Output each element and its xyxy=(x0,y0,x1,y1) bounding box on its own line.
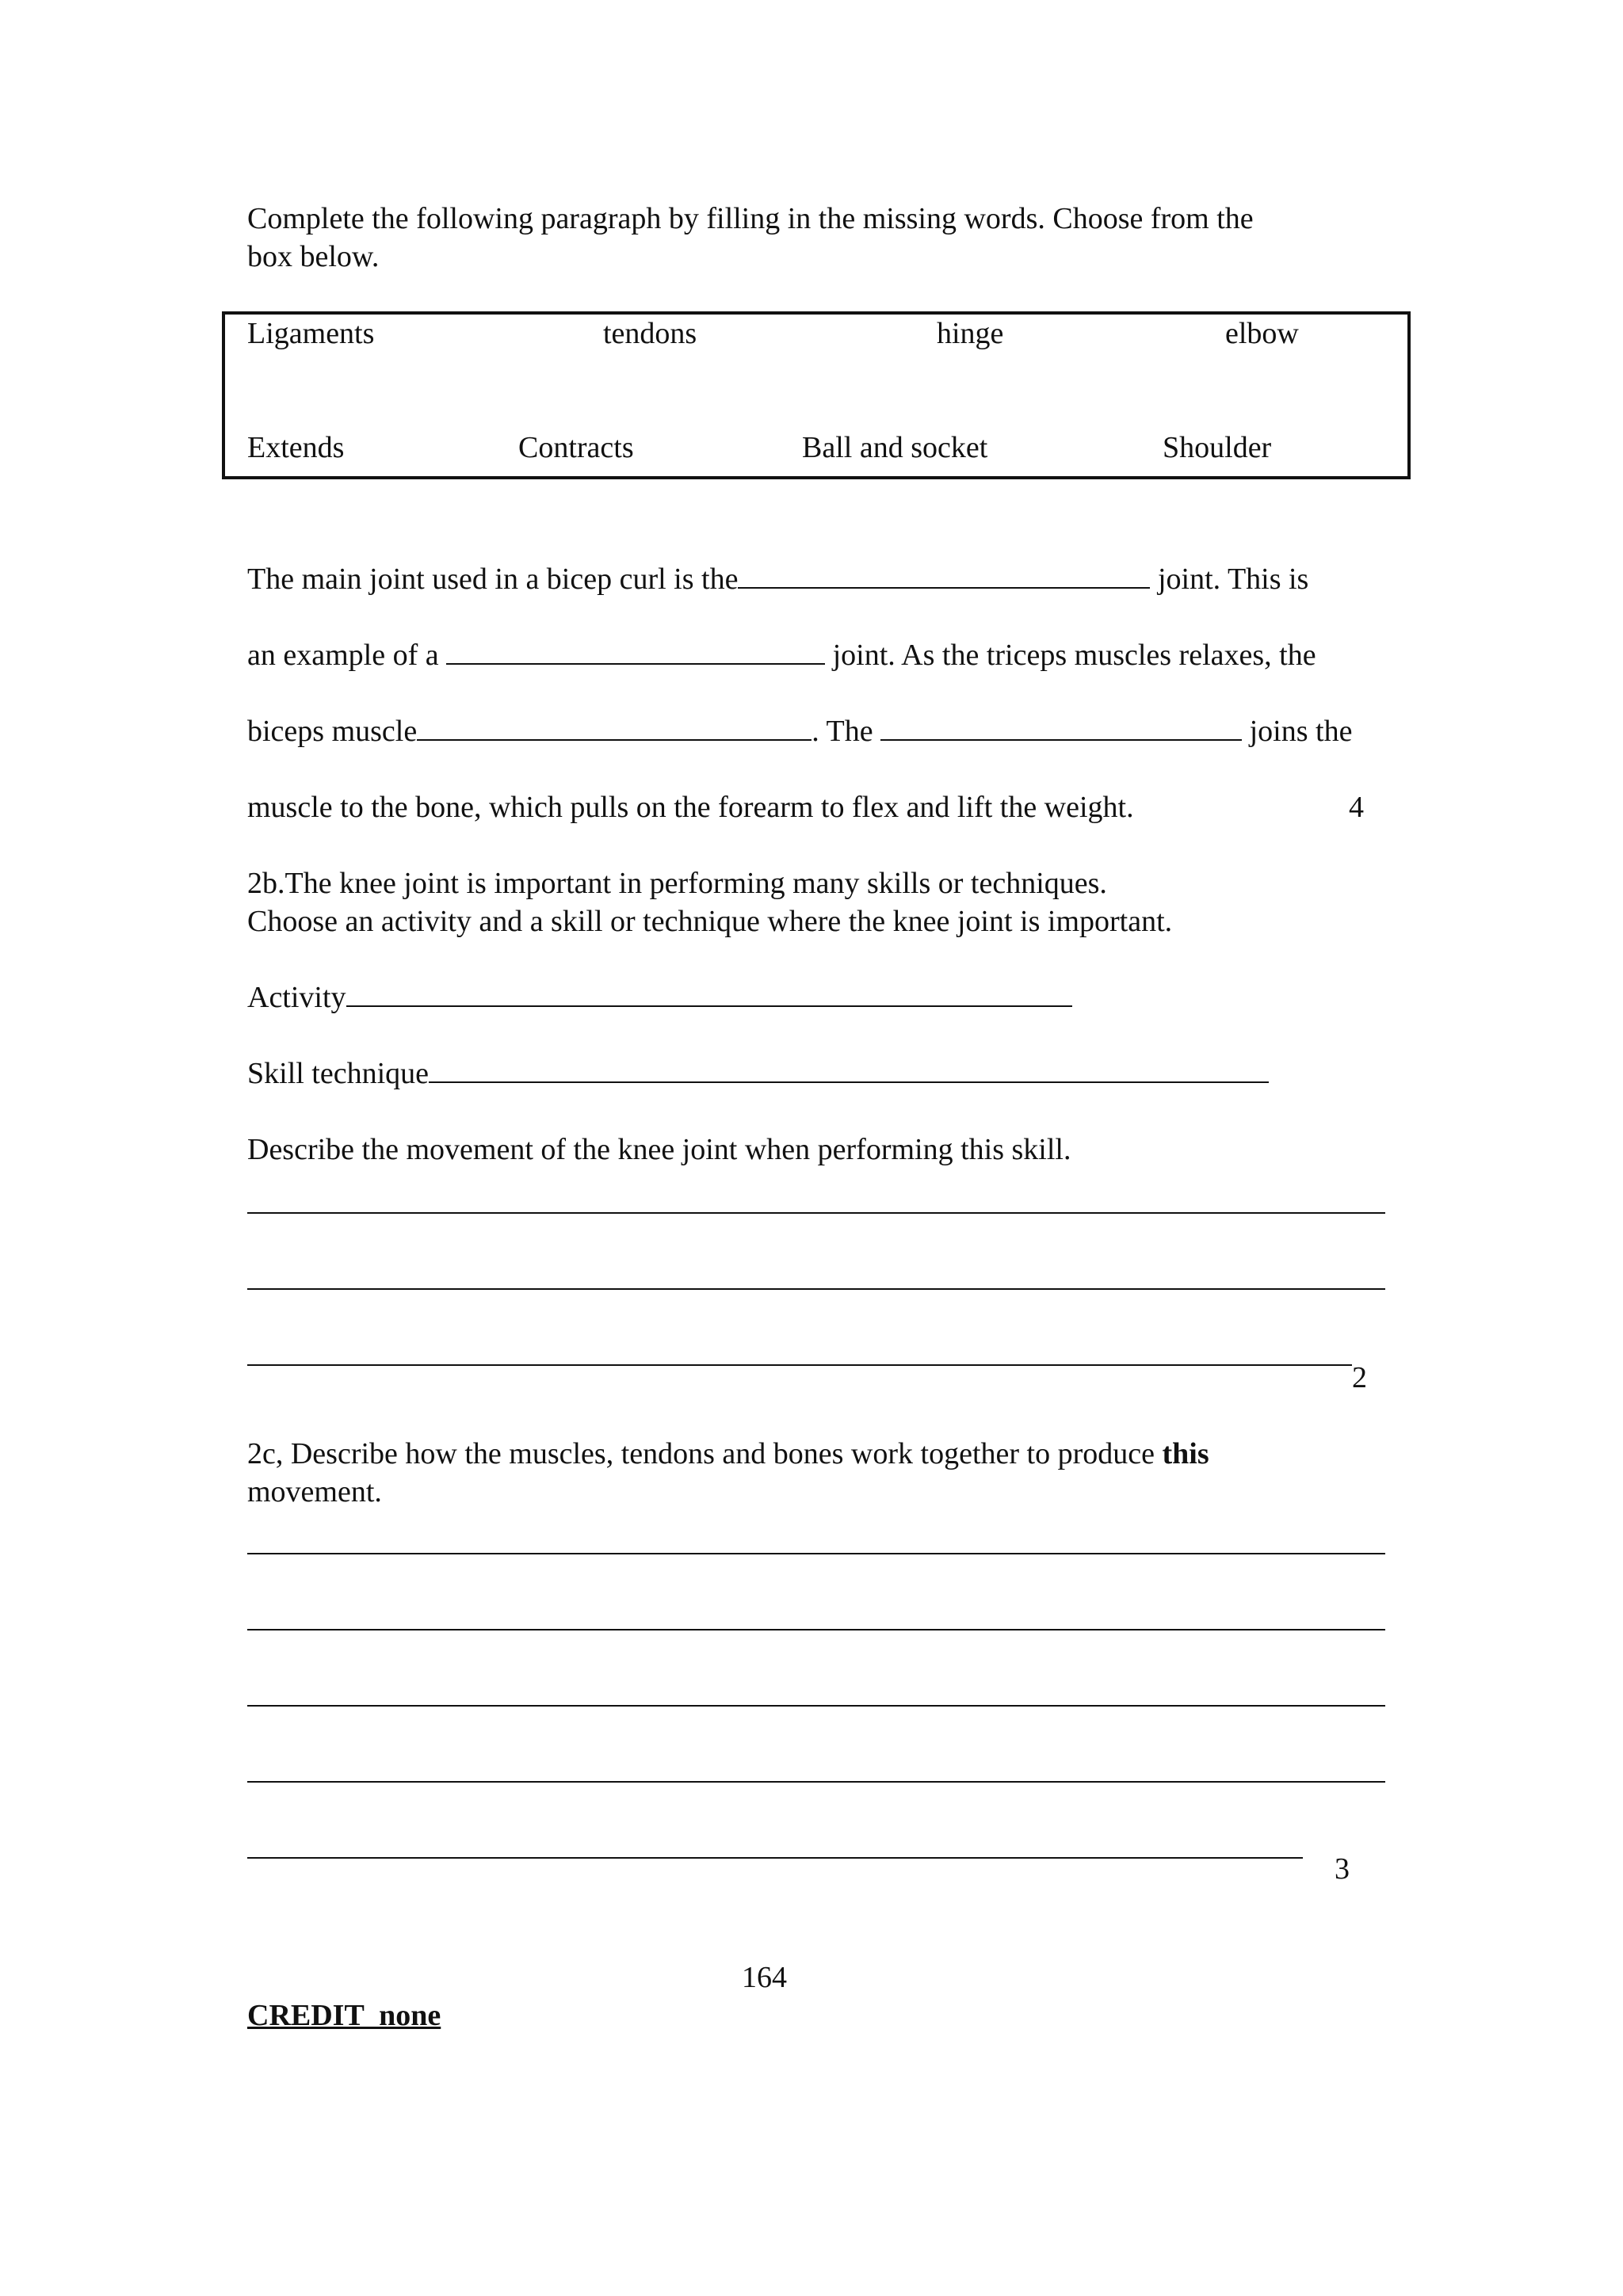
word-bank-box xyxy=(222,311,1411,479)
marks-2b: 2 xyxy=(1352,1361,1367,1394)
intro-line-2: box below. xyxy=(247,240,380,273)
intro-line-1: Complete the following paragraph by filling in the missing words. Choose from the xyxy=(247,202,1254,235)
word-tendons: tendons xyxy=(603,317,697,350)
word-elbow: elbow xyxy=(1225,317,1299,350)
q2b-describe: Describe the movement of the knee joint when performing this skill. xyxy=(247,1133,1071,1166)
word-contracts: Contracts xyxy=(518,431,634,464)
marks-2a: 4 xyxy=(1349,791,1364,824)
credit-label: CREDIT none xyxy=(247,1999,441,2032)
q2c-line-2: movement. xyxy=(247,1475,382,1508)
skill-answer-field[interactable] xyxy=(429,1055,1269,1083)
q2b-line-2: Choose an activity and a skill or technique where the knee joint is important. xyxy=(247,905,1173,938)
answer-line-2b-3[interactable] xyxy=(247,1364,1352,1366)
paragraph-line-2 xyxy=(247,636,1316,674)
page-number: 164 xyxy=(742,1961,787,1994)
blank-biceps-action[interactable] xyxy=(417,712,812,741)
word-shoulder: Shoulder xyxy=(1163,431,1272,464)
answer-line-2c-1[interactable] xyxy=(247,1553,1385,1554)
q2c-line-1 xyxy=(247,1435,1209,1473)
paragraph-text: joint. This is xyxy=(1150,563,1309,596)
blank-joint-name[interactable] xyxy=(738,560,1150,589)
q2c-bold-word: this xyxy=(1162,1437,1209,1470)
paragraph-text: an example of a xyxy=(247,639,447,672)
answer-line-2b-1[interactable] xyxy=(247,1212,1385,1214)
answer-line-2c-4[interactable] xyxy=(247,1781,1385,1783)
paragraph-text: joint. As the triceps muscles relaxes, the xyxy=(825,639,1316,672)
paragraph-text: biceps muscle xyxy=(247,715,418,748)
blank-joint-type[interactable] xyxy=(446,636,825,665)
q2b-line-1: 2b.The knee joint is important in performing many skills or techniques. xyxy=(247,867,1107,900)
skill-label: Skill technique xyxy=(247,1057,430,1090)
answer-line-2c-2[interactable] xyxy=(247,1629,1385,1630)
marks-2c: 3 xyxy=(1335,1852,1350,1886)
word-ball-and-socket: Ball and socket xyxy=(802,431,988,464)
paragraph-text: The main joint used in a bicep curl is the xyxy=(247,563,739,596)
answer-line-2c-5[interactable] xyxy=(247,1857,1303,1859)
activity-label: Activity xyxy=(247,981,346,1014)
paragraph-line-4: muscle to the bone, which pulls on the forearm to flex and lift the weight. xyxy=(247,791,1134,824)
word-extends: Extends xyxy=(247,431,345,464)
activity-answer-field[interactable] xyxy=(346,978,1072,1007)
blank-connector[interactable] xyxy=(880,712,1242,741)
paragraph-text: . The xyxy=(812,715,881,748)
paragraph-line-3 xyxy=(247,712,1352,750)
answer-line-2c-3[interactable] xyxy=(247,1705,1385,1707)
answer-line-2b-2[interactable] xyxy=(247,1288,1385,1290)
skill-line xyxy=(247,1055,1269,1093)
word-hinge: hinge xyxy=(937,317,1004,350)
word-ligaments: Ligaments xyxy=(247,317,375,350)
paragraph-line-1 xyxy=(247,560,1308,598)
activity-line xyxy=(247,978,1072,1016)
q2c-text: 2c, Describe how the muscles, tendons and bones work together to produce xyxy=(247,1437,1163,1470)
paragraph-text: joins the xyxy=(1242,715,1353,748)
